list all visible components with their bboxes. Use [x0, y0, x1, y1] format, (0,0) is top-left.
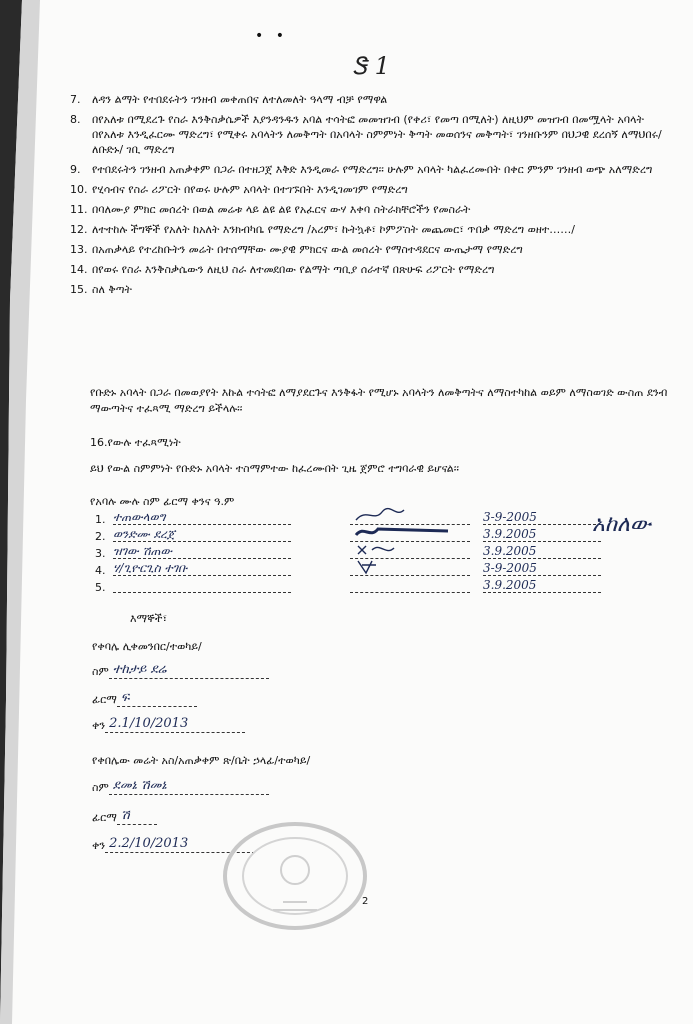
- member-row: 5. 3.9.2005: [95, 578, 665, 595]
- section-16-title: 16.የውሉ ተፈጻሚነት: [90, 436, 181, 449]
- receiver2-signature-field: ፊርማ ሽ: [92, 810, 157, 825]
- list-item: 11. በባለሙያ ምክር መሰረት በወል መሬቱ ላይ ልዩ ልዩ የአፈርና ውሃ እቀባ ስትራክቸሮችን የመስራት: [70, 203, 471, 216]
- receiver1-name-field: ስም ተከታይ ደሬ: [92, 664, 269, 679]
- receiver1-title: የቀባሌ ሊቀመንበር/ተወካይ/: [92, 640, 202, 653]
- list-item: 12. ለተተከሉ ችግኞች የአለት ከአለት እንክብካቤ የማድረግ /አረም፣ ኩትኳቶ፣ ኮምፖስት መጨመር፣ ጥበቃ ማድረግ ወዘተ……/: [70, 223, 575, 236]
- initials-scribble: Ꮥ: [352, 52, 375, 80]
- member-signature: [350, 578, 470, 593]
- obligations-list: [70, 92, 670, 302]
- penalty-paragraph: የቡድኑ አባላት በጋራ በመወያየት እኩል ተሳትፎ ለማያደርጉና እንቅፋት የሚሆኑ አባላትን ለመቅጣትና ለማስተካከል ወይም ለማስወገድ ውስጠ ደንብ ማውጣትና ተፈጻሚ ማድረግ ይችላሉ፡፡: [90, 386, 668, 415]
- official-stamp-seal: [213, 810, 378, 930]
- page-number: 2: [362, 896, 369, 907]
- member-date: 3-9-2005: [483, 510, 601, 525]
- top-marks: • •: [255, 28, 288, 44]
- member-date: 3.9.2005: [483, 578, 601, 593]
- members-signature-header: የአባሉ ሙሉ ስም ፊርማ ቀንና ዓ.ም: [90, 495, 235, 508]
- member-name: ወንድሙ ደረጀ: [113, 527, 291, 542]
- receiver2-date-field: ቀን 2.2/10/2013: [92, 838, 255, 853]
- handwritten-page-number: Ꮥ 1: [352, 52, 390, 80]
- receiver1-date-field: ቀን 2.1/10/2013: [92, 718, 245, 733]
- member-row: 2. ወንድሙ ደረጀ 3.9.2005: [95, 527, 665, 544]
- receiver1-signature-field: ፊርማ ፍ: [92, 692, 197, 707]
- member-signature: [350, 561, 470, 576]
- list-item: 9. የተበደሩትን ገንዘብ አጠቃቀም በጋራ በተዘጋጀ እቅድ እንዲመራ የማድረግ፡፡ ሁሉም አባላት ካልፈረሙበት በቀር ምንም ገንዘብ ወጭ አለማድረግ: [70, 163, 653, 176]
- member-name: ሃ/ጊዮርጊስ ተገቡ: [113, 561, 291, 576]
- member-date: 3.9.2005: [483, 544, 601, 559]
- member-signature-table: [95, 510, 665, 595]
- member-name: ዝገው ሽጠው: [113, 544, 291, 559]
- page-edge-shadow: [0, 0, 70, 1024]
- member-name: ተጠውላወግ: [113, 510, 291, 525]
- list-item: 8. በየአለቱ በሚደረጉ የስራ እንቅስቃሴዎች እያንዳንዱን አባል ተሳትፎ መመዝገብ (የቀሪ፣ የመጣ በሚለት) ለዚህም መዝገብ በመሟላት አባላት በየአለቱ እንዲፈርሙ ማድረግ፣ የሚቀሩ አባላትን ለመቅጣት በአባላት ስምምነት ቅጣት መወሰንና መቅጣት፣ ገንዘቡንም በህጋዊ ደረሰኝ ለማህበሩ/ለቡድኑ/ ገቢ ማድረግ: [70, 113, 662, 156]
- list-item: 13. በአጠቃላይ የተረከቡትን መሬት በተሰማቸው ሙያዊ ምክርና ውል መሰረት የማስተዳደርና ውጤታማ የማድረግ: [70, 243, 523, 256]
- list-item: 15. ስለ ቅጣት: [70, 283, 132, 296]
- member-row: 4. ሃ/ጊዮርጊስ ተገቡ 3-9-2005: [95, 561, 665, 578]
- receiver2-name-field: ስም ደመኔ ሽመኔ: [92, 780, 269, 795]
- receiver2-title: የቀበሌው መሬት አስ/አጠቃቀም ጽ/ቤት ኃላፊ/ተወካይ/: [92, 754, 311, 767]
- list-item: 14. በየወሩ የስራ እንቅስቃሴውን ለዚህ ስራ ለተመደበው የልማት ጣቢያ ሰራተኛ በጽሁፍ ሪፖርት የማድረግ: [70, 263, 495, 276]
- member-date: 3.9.2005: [483, 527, 601, 542]
- list-item: 10. የሂሳብና የስራ ሪፖርት በየወሩ ሁሉም አባላት በተገኙበት እንዲገመገም የማድረግ: [70, 183, 408, 196]
- member-date: 3-9-2005: [483, 561, 601, 576]
- list-item: 7. ለዳን ልማት የተበደሩትን ገንዘብ መቀጠበና ለተለመለት ዓላማ ብቻ የማዋል: [70, 93, 388, 106]
- member-name: [113, 578, 291, 593]
- side-signature: አከለው: [592, 512, 652, 537]
- witnesses-label: እማኞች፣: [130, 612, 168, 625]
- member-row: 3. ዝገው ሽጠው 3.9.2005: [95, 544, 665, 561]
- section-16-text: ይህ የውል ስምምነት የቡድኑ አባላት ተስማምተው ከፈረሙበት ጊዜ ጀምሮ ተግባራዊ ይሆናል፡፡: [90, 462, 459, 475]
- member-row: 1. ተጠውላወግ 3-9-2005: [95, 510, 665, 527]
